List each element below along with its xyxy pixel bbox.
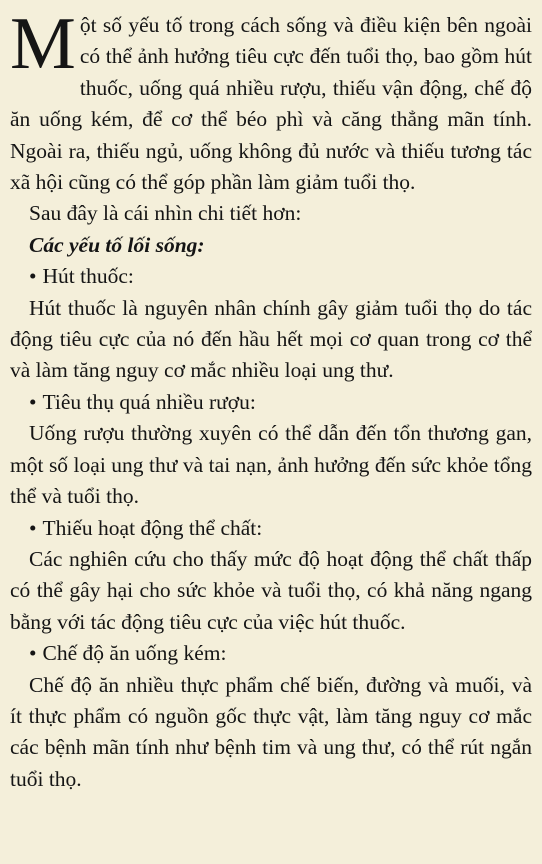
bullet-item-physical-activity xyxy=(10,513,532,544)
item-paragraph: Chế độ ăn nhiều thực phẩm chế biến, đường và muối, và ít thực phẩm có nguồn gốc thực vật, làm tăng nguy cơ mắc các bệnh mãn tính như bệnh tim và ung thư, có thể rút ngắn tuổi thọ. xyxy=(10,672,532,791)
bullet-item-diet xyxy=(10,638,532,669)
intro-text: ột số yếu tố trong cách sống và điều kiện bên ngoài có thể ảnh hưởng tiêu cực đến tuổi thọ, bao gồm hút thuốc, uống quá nhiều rượu, thiếu vận động, chế độ ăn uống kém, để cơ thể béo phì và căng thẳng mãn tính. Ngoài ra, thiếu ngủ, uống không đủ nước và thiếu tương tác xã hội cũng có thể góp phần làm giảm tuổi thọ. xyxy=(10,13,532,195)
drop-cap: M xyxy=(10,3,76,85)
bullet-icon: • xyxy=(29,641,37,666)
lead-in-text: Sau đây là cái nhìn chi tiết hơn: xyxy=(29,201,302,226)
bullet-title: Tiêu thụ quá nhiều rượu: xyxy=(42,389,256,414)
bullet-title: Hút thuốc: xyxy=(42,264,134,289)
bullet-icon: • xyxy=(29,515,37,540)
section-heading: Các yếu tố lối sống: xyxy=(29,232,205,257)
item-paragraph: Hút thuốc là nguyên nhân chính gây giảm tuổi thọ do tác động tiêu cực của nó đến hầu hết mọi cơ quan trong cơ thể và làm tăng nguy cơ mắc nhiều loại ung thư. xyxy=(10,295,532,383)
item-paragraph: Các nghiên cứu cho thấy mức độ hoạt động thể chất thấp có thể gây hại cho sức khỏe và tuổi thọ, có khả năng ngang bằng với tác động tiêu cực của việc hút thuốc. xyxy=(10,546,532,634)
bullet-item-alcohol xyxy=(10,387,532,418)
bullet-icon: • xyxy=(29,389,37,414)
bullet-item-smoking xyxy=(10,261,532,292)
item-paragraph: Uống rượu thường xuyên có thể dẫn đến tổn thương gan, một số loại ung thư và tai nạn, ảnh hưởng đến sức khỏe tổng thể và tuổi thọ. xyxy=(10,421,532,509)
bullet-icon: • xyxy=(29,264,37,289)
bullet-title: Chế độ ăn uống kém: xyxy=(42,641,227,666)
intro-paragraph xyxy=(10,3,532,198)
bullet-title: Thiếu hoạt động thể chất: xyxy=(42,515,263,540)
